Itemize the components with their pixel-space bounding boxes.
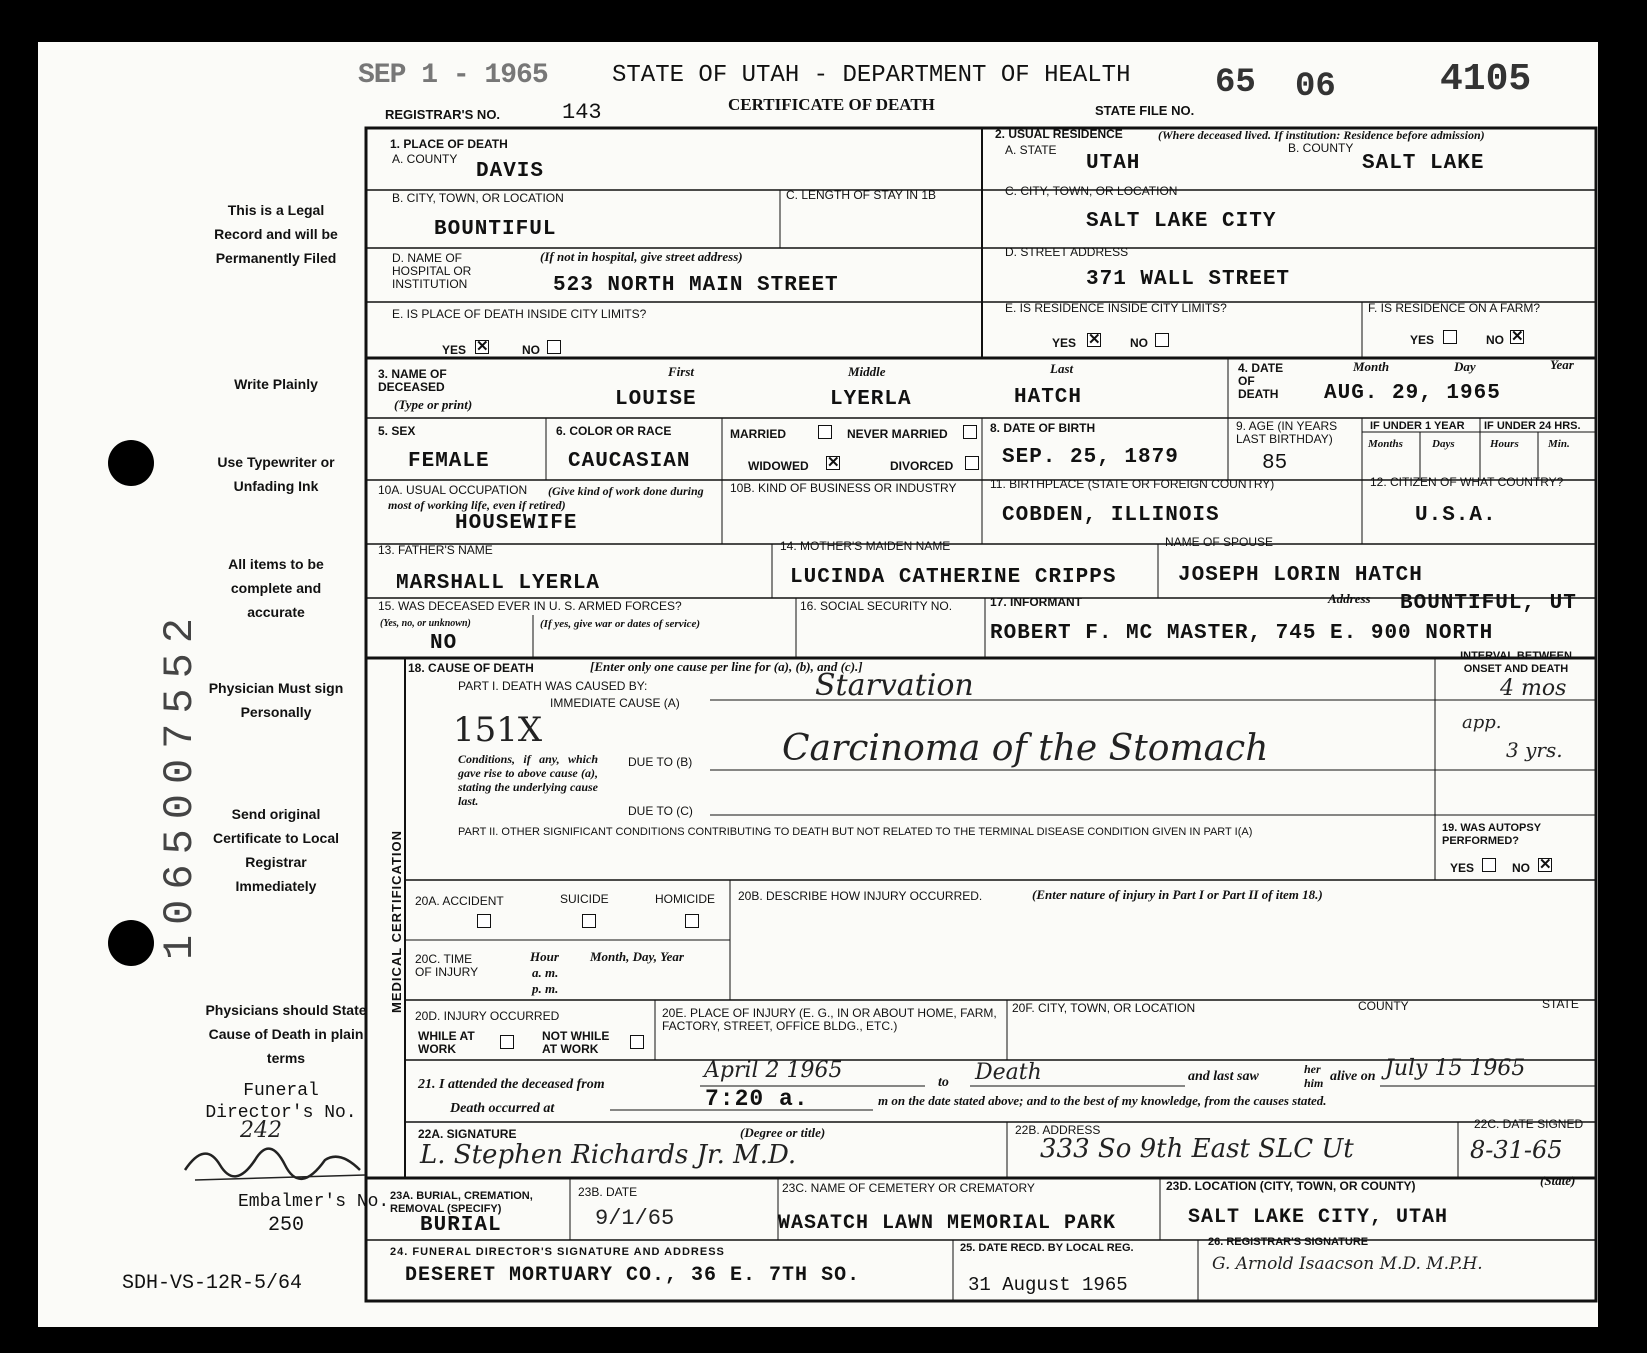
burial-state-label: (State) (1540, 1173, 1576, 1188)
due-to-b-value: Carcinoma of the Stomach (782, 728, 1269, 769)
address-label: 22B. ADDRESS (1015, 1123, 1101, 1137)
death-inside-city-label: E. IS PLACE OF DEATH INSIDE CITY LIMITS? (392, 307, 647, 321)
autopsy-yes-checkbox[interactable] (1482, 858, 1496, 872)
her-label: her (1304, 1062, 1321, 1076)
farm-no-label: NO (1486, 333, 1504, 347)
hours-header: Hours (1490, 438, 1519, 450)
divorced-label: DIVORCED (890, 459, 954, 473)
hospital-note: (If not in hospital, give street address) (540, 249, 743, 264)
immediate-cause-label: IMMEDIATE CAUSE (A) (550, 696, 680, 710)
cause-instruction: [Enter only one cause per line for (a), (b), and (c).] (590, 659, 863, 674)
injury-state-label: STATE (1542, 997, 1579, 1011)
received-stamp: SEP 1 - 1965 (358, 60, 548, 91)
hospital-label: D. NAME OF HOSPITAL OR INSTITUTION (392, 251, 472, 291)
spouse-label: NAME OF SPOUSE (1165, 535, 1274, 549)
residence-county: SALT LAKE (1362, 152, 1485, 175)
ssn-label: 16. SOCIAL SECURITY NO. (800, 599, 953, 613)
describe-injury-label: 20B. DESCRIBE HOW INJURY OCCURRED. (738, 889, 983, 903)
farm-no-checkbox[interactable] (1510, 330, 1524, 344)
burial-date: 9/1/65 (595, 1206, 675, 1231)
autopsy-no-label: NO (1512, 861, 1530, 875)
min-header: Min. (1548, 438, 1570, 450)
interval-b-1: app. (1462, 712, 1502, 733)
first-name-header: First (668, 364, 695, 379)
dod-year-header: Year (1550, 357, 1574, 372)
farm-yes-checkbox[interactable] (1443, 330, 1457, 344)
signature-label: 22A. SIGNATURE (418, 1127, 517, 1141)
am-label: a. m. (532, 965, 559, 980)
physician-address: 333 So 9th East SLC Ut (1040, 1134, 1354, 1164)
funeral-director-no: 242 (240, 1118, 282, 1143)
divorced-checkbox[interactable] (965, 456, 979, 470)
widowed-checkbox[interactable] (826, 456, 840, 470)
physician-signature: L. Stephen Richards Jr. M.D. (420, 1140, 797, 1170)
immediate-cause-value: Starvation (815, 668, 974, 703)
him-label: him (1304, 1076, 1324, 1090)
armed-forces-note-1: (Yes, no, or unknown) (380, 618, 471, 629)
informant-address-label: Address (1328, 591, 1371, 606)
length-of-stay-label: C. LENGTH OF STAY IN 1B (786, 188, 937, 202)
mother-name: LUCINDA CATHERINE CRIPPS (790, 566, 1117, 589)
attended-to-label: to (938, 1075, 949, 1090)
residence-inside-city-label: E. IS RESIDENCE INSIDE CITY LIMITS? (1005, 301, 1227, 315)
injury-county-label: COUNTY (1358, 999, 1409, 1013)
death-time: 7:20 a. (705, 1086, 809, 1112)
place-of-death-label: 1. PLACE OF DEATH (390, 137, 508, 151)
birthplace-label: 11. BIRTHPLACE (STATE OR FOREIGN COUNTRY) (990, 477, 1275, 491)
informant-city: BOUNTIFUL, UT (1400, 592, 1577, 615)
date-of-death-label: 4. DATE OF DEATH (1238, 361, 1284, 401)
deceased-name-label: 3. NAME OF DECEASED (378, 367, 447, 394)
birthplace-value: COBDEN, ILLINOIS (1002, 504, 1220, 527)
occupation-label: 10A. USUAL OCCUPATION (378, 483, 528, 497)
autopsy-label: 19. WAS AUTOPSY PERFORMED? (1442, 822, 1541, 847)
homicide-checkbox[interactable] (685, 914, 699, 928)
suicide-label: SUICIDE (560, 892, 609, 906)
sex-value: FEMALE (408, 450, 490, 473)
death-inside-yes-checkbox[interactable] (475, 340, 489, 354)
state-file-number: 4105 (1440, 58, 1532, 101)
attended-label: 21. I attended the deceased from (418, 1077, 605, 1092)
state-file-label: STATE FILE NO. (1095, 103, 1195, 118)
days-header: Days (1432, 438, 1455, 450)
while-at-work-checkbox[interactable] (500, 1035, 514, 1049)
spouse-name: JOSEPH LORIN HATCH (1178, 564, 1423, 587)
date-signed-label: 22C. DATE SIGNED (1474, 1117, 1584, 1131)
occurred-at-label: Death occurred at (450, 1101, 555, 1116)
burial-location: SALT LAKE CITY, UTAH (1188, 1206, 1449, 1229)
age-label: 9. AGE (IN YEARS LAST BIRTHDAY) (1236, 419, 1338, 446)
date-of-birth: SEP. 25, 1879 (1002, 446, 1179, 469)
armed-forces-value: NO (430, 632, 458, 655)
sidebar-complete: All items to be complete and accurate (228, 556, 324, 620)
due-to-b-label: DUE TO (B) (628, 755, 693, 769)
residence-street: 371 WALL STREET (1086, 268, 1291, 291)
not-while-at-work-checkbox[interactable] (630, 1035, 644, 1049)
registrar-no-label: REGISTRAR'S NO. (385, 107, 501, 122)
death-city-label: B. CITY, TOWN, OR LOCATION (392, 191, 564, 205)
business-label: 10B. KIND OF BUSINESS OR INDUSTRY (730, 481, 957, 495)
alive-on-date: July 15 1965 (1385, 1056, 1526, 1081)
residence-city-label: C. CITY, TOWN, OR LOCATION (1005, 184, 1178, 198)
under-24-hrs-label: IF UNDER 24 HRS. (1484, 420, 1581, 432)
residence-inside-yes-checkbox[interactable] (1087, 333, 1101, 347)
armed-forces-note-2: (If yes, give war or dates of service) (540, 618, 701, 630)
funeral-director-label: 24. FUNERAL DIRECTOR'S SIGNATURE AND ADDRESS (390, 1246, 725, 1258)
residence-county-label: B. COUNTY (1288, 141, 1354, 155)
death-time-statement: m on the date stated above; and to the best of my knowledge, from the causes stated. (878, 1093, 1327, 1108)
mother-label: 14. MOTHER'S MAIDEN NAME (780, 539, 951, 553)
citizen-label: 12. CITIZEN OF WHAT COUNTRY? (1370, 475, 1564, 489)
burial-location-label: 23D. LOCATION (CITY, TOWN, OR COUNTY) (1166, 1179, 1416, 1193)
alive-on-label: alive on (1330, 1069, 1376, 1084)
funeral-director-value: DESERET MORTUARY CO., 36 E. 7TH SO. (405, 1264, 861, 1287)
registrar-no: 143 (562, 100, 602, 125)
time-of-injury-label: 20C. TIME OF INJURY (415, 952, 479, 979)
residence-city: SALT LAKE CITY (1086, 210, 1277, 233)
residence-label: 2. USUAL RESIDENCE (995, 127, 1123, 141)
pm-label: p. m. (532, 981, 559, 996)
citizen-value: U.S.A. (1415, 504, 1497, 527)
never-married-checkbox[interactable] (963, 425, 977, 439)
describe-injury-note: (Enter nature of injury in Part I or Part II of item 18.) (1032, 887, 1323, 902)
while-at-work-label: WHILE AT WORK (418, 1029, 475, 1056)
date-of-death: AUG. 29, 1965 (1324, 382, 1501, 405)
sidebar-write-plainly: Write Plainly (234, 376, 318, 392)
death-inside-yes-label: YES (442, 343, 467, 357)
hour-header: Hour (530, 949, 559, 964)
under-1-year-label: IF UNDER 1 YEAR (1370, 420, 1465, 432)
vertical-file-number: 1065007552 (156, 607, 204, 961)
place-of-injury-label: 20E. PLACE OF INJURY (E. G., IN OR ABOUT HOME, FARM, FACTORY, STREET, OFFICE BLDG., ETC.) (662, 1006, 997, 1033)
autopsy-no-checkbox[interactable] (1538, 858, 1552, 872)
sex-label: 5. SEX (378, 424, 416, 438)
cause-of-death-label: 18. CAUSE OF DEATH (408, 661, 534, 675)
last-name-header: Last (1050, 361, 1074, 376)
residence-inside-no-label: NO (1130, 336, 1148, 350)
residence-street-label: D. STREET ADDRESS (1005, 245, 1129, 259)
state-file-code-1: 65 (1215, 64, 1256, 102)
date-signed: 8-31-65 (1470, 1136, 1563, 1164)
received-date-label: 25. DATE RECD. BY LOCAL REG. (960, 1242, 1134, 1254)
never-married-label: NEVER MARRIED (847, 427, 948, 441)
suicide-checkbox[interactable] (582, 914, 596, 928)
injury-occurred-label: 20D. INJURY OCCURRED (415, 1009, 560, 1023)
residence-state-label: A. STATE (1005, 143, 1057, 157)
last-saw-label: and last saw (1188, 1069, 1259, 1084)
disposition-value: BURIAL (420, 1214, 502, 1237)
due-to-c-label: DUE TO (C) (628, 804, 693, 818)
residence-note: (Where deceased lived. If institution: Residence before admission) (1158, 128, 1485, 142)
farm-yes-label: YES (1410, 333, 1435, 347)
director-signature (175, 1130, 375, 1190)
married-label: MARRIED (730, 427, 786, 441)
death-city: BOUNTIFUL (434, 218, 557, 241)
armed-forces-label: 15. WAS DECEASED EVER IN U. S. ARMED FORCES? (378, 599, 682, 613)
degree-label: (Degree or title) (740, 1125, 826, 1140)
burial-date-label: 23B. DATE (578, 1185, 638, 1199)
interval-a: 4 mos (1500, 676, 1567, 701)
accident-label: 20A. ACCIDENT (415, 894, 504, 908)
part-2-label: PART II. OTHER SIGNIFICANT CONDITIONS CONTRIBUTING TO DEATH BUT NOT RELATED TO THE TERMINAL DISEASE CONDITION GIVEN IN PART I(A) (458, 826, 1253, 838)
dod-day-header: Day (1454, 359, 1476, 374)
state-file-code-2: 06 (1295, 68, 1336, 106)
residence-state: UTAH (1086, 152, 1141, 175)
interval-label: INTERVAL BETWEEN ONSET AND DEATH (1460, 650, 1572, 675)
death-inside-no-label: NO (522, 343, 540, 357)
death-county: DAVIS (476, 160, 545, 183)
informant-name-address: ROBERT F. MC MASTER, 745 E. 900 NORTH (990, 622, 1494, 645)
race-label: 6. COLOR OR RACE (556, 424, 672, 438)
residence-inside-yes-label: YES (1052, 336, 1077, 350)
part-1-label: PART I. DEATH WAS CAUSED BY: (458, 679, 648, 693)
cemetery-label: 23C. NAME OF CEMETERY OR CREMATORY (782, 1181, 1035, 1195)
form-title: CERTIFICATE OF DEATH (728, 95, 935, 114)
residence-inside-no-checkbox[interactable] (1155, 333, 1169, 347)
funeral-director-no-label: Funeral Director's No. (205, 1081, 357, 1123)
dod-month-header: Month (1353, 359, 1390, 374)
age-value: 85 (1262, 452, 1288, 475)
interval-b-2: 3 yrs. (1506, 738, 1563, 762)
conditions-note: Conditions, if any, which gave rise to above cause (a), stating the underlying cause last. (458, 752, 598, 808)
hospital-address: 523 NORTH MAIN STREET (553, 274, 839, 297)
sidebar-typewriter: Use Typewriter or Unfading Ink (217, 454, 335, 494)
sidebar-physician-sign: Physician Must sign Personally (208, 680, 344, 720)
widowed-label: WIDOWED (748, 459, 809, 473)
embalmer-no: 250 (268, 1214, 305, 1237)
agency-title: STATE OF UTAH - DEPARTMENT OF HEALTH (612, 62, 1131, 89)
form-code: SDH-VS-12R-5/64 (122, 1272, 303, 1295)
race-value: CAUCASIAN (568, 450, 691, 473)
deceased-last-name: HATCH (1014, 386, 1083, 409)
deceased-middle-name: LYERLA (830, 388, 912, 411)
injury-city-label: 20F. CITY, TOWN, OR LOCATION (1012, 1001, 1196, 1015)
sidebar-send-original: Send original Certificate to Local Registrar Immediately (212, 806, 340, 894)
mdy-header: Month, Day, Year (590, 949, 684, 964)
occupation-note: (Give kind of work done during most of working life, even if retired) (388, 484, 704, 512)
accident-checkbox[interactable] (477, 914, 491, 928)
received-date: 31 August 1965 (968, 1274, 1128, 1296)
dob-label: 8. DATE OF BIRTH (990, 421, 1096, 435)
autopsy-yes-label: YES (1450, 861, 1475, 875)
registrar-signature: G. Arnold Isaacson M.D. M.P.H. (1212, 1254, 1483, 1274)
embalmer-no-label: Embalmer's No. (238, 1192, 390, 1212)
deceased-first-name: LOUISE (615, 388, 697, 411)
registrar-signature-label: 26. REGISTRAR'S SIGNATURE (1208, 1236, 1369, 1248)
middle-name-header: Middle (848, 364, 886, 379)
occupation-value: HOUSEWIFE (455, 512, 578, 535)
county-label: A. COUNTY (392, 152, 458, 166)
sidebar-physicians-state: Physicians should State Cause of Death in plain terms (205, 1002, 367, 1066)
type-or-print-note: (Type or print) (394, 397, 473, 412)
attended-to: Death (975, 1060, 1042, 1085)
sidebar-legal-record: This is a Legal Record and will be Permanently Filed (214, 202, 338, 266)
homicide-label: HOMICIDE (655, 892, 715, 906)
not-while-at-work-label: NOT WHILE AT WORK (542, 1029, 610, 1056)
farm-label: F. IS RESIDENCE ON A FARM? (1368, 301, 1541, 315)
disposition-label: 23A. BURIAL, CREMATION, REMOVAL (SPECIFY) (390, 1190, 533, 1215)
death-inside-no-checkbox[interactable] (547, 340, 561, 354)
father-label: 13. FATHER'S NAME (378, 543, 493, 557)
months-header: Months (1368, 438, 1403, 450)
cemetery-value: WASATCH LAWN MEMORIAL PARK (778, 1212, 1117, 1235)
informant-label: 17. INFORMANT (990, 595, 1083, 609)
married-checkbox[interactable] (818, 425, 832, 439)
attended-from: April 2 1965 (704, 1058, 843, 1083)
cause-code: 151X (453, 710, 543, 750)
medical-certification-label: MEDICAL CERTIFICATION (389, 829, 405, 1014)
father-name: MARSHALL LYERLA (396, 572, 601, 595)
